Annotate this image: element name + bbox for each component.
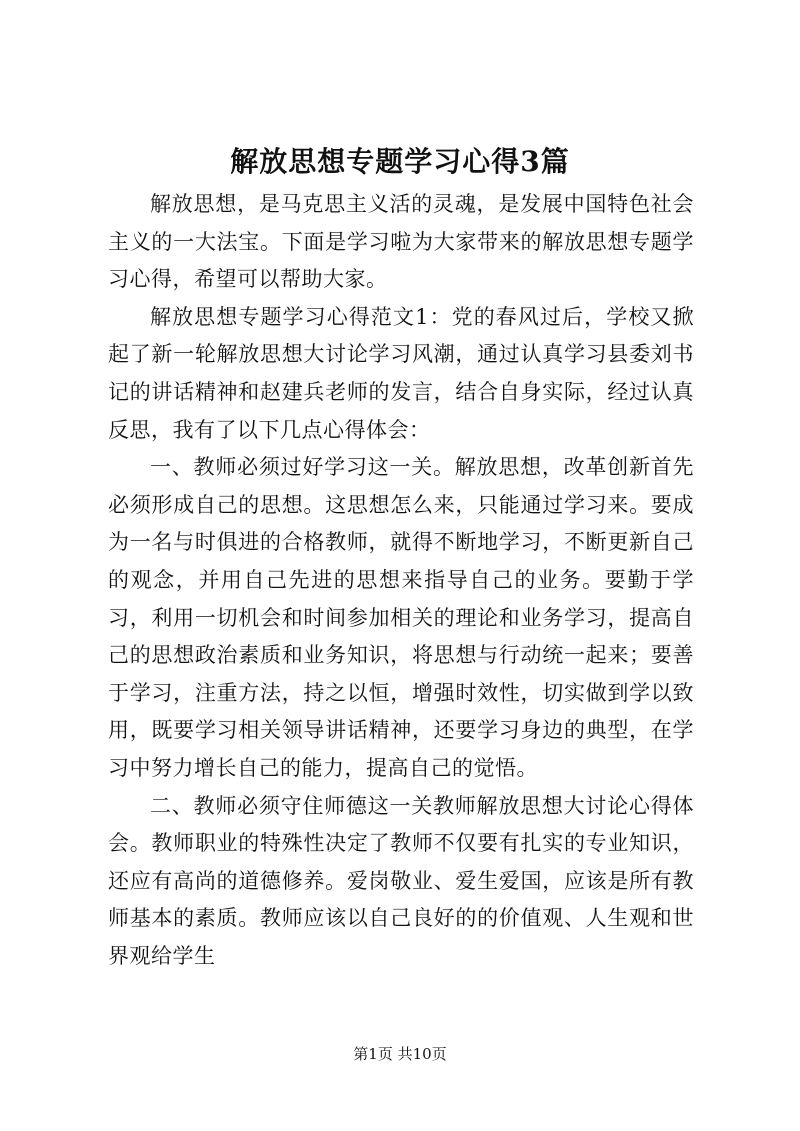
paragraph-point-1: 一、教师必须过好学习这一关。解放思想，改革创新首先必须形成自己的思想。这思想怎么来，只能通过学习来。要成为一名与时俱进的合格教师，就得不断地学习，不断更新自己的观念，并用自己先进的思想来指导自己的业务。要勤于学习，利用一切机会和时间参加相关的理论和业务学习，提高自己的思想政治素质和业务知识，将思想与行动统一起来；要善于学习，注重方法，持之以恒，增强时效性，切实做到学以致用，既要学习相关领导讲话精神，还要学习身边的典型，在学习中努力增长自己的能力，提高自己的觉悟。 bbox=[108, 455, 694, 780]
document-title: 解放思想专题学习心得3篇 bbox=[230, 145, 570, 178]
paragraph-sample-1: 解放思想专题学习心得范文1：党的春风过后，学校又掀起了新一轮解放思想大讨论学习风潮，通过认真学习县委刘书记的讲话精神和赵建兵老师的发言，结合自身实际，经过认真反思，我有了以下几点心得体会： bbox=[108, 304, 694, 442]
paragraph-point-2: 二、教师必须守住师德这一关教师解放思想大讨论心得体会。教师职业的特殊性决定了教师不仅要有扎实的专业知识，还应有高尚的道德修养。爱岗敬业、爱生爱国，应该是所有教师基本的素质。教师应该以自己良好的的价值观、人生观和世界观给学生 bbox=[108, 793, 694, 968]
document-body bbox=[108, 186, 694, 975]
paragraph-intro: 解放思想，是马克思主义活的灵魂，是发展中国特色社会主义的一大法宝。下面是学习啦为大家带来的解放思想专题学习心得，希望可以帮助大家。 bbox=[108, 192, 694, 292]
page-footer: 第1页 共10页 bbox=[353, 1045, 447, 1063]
